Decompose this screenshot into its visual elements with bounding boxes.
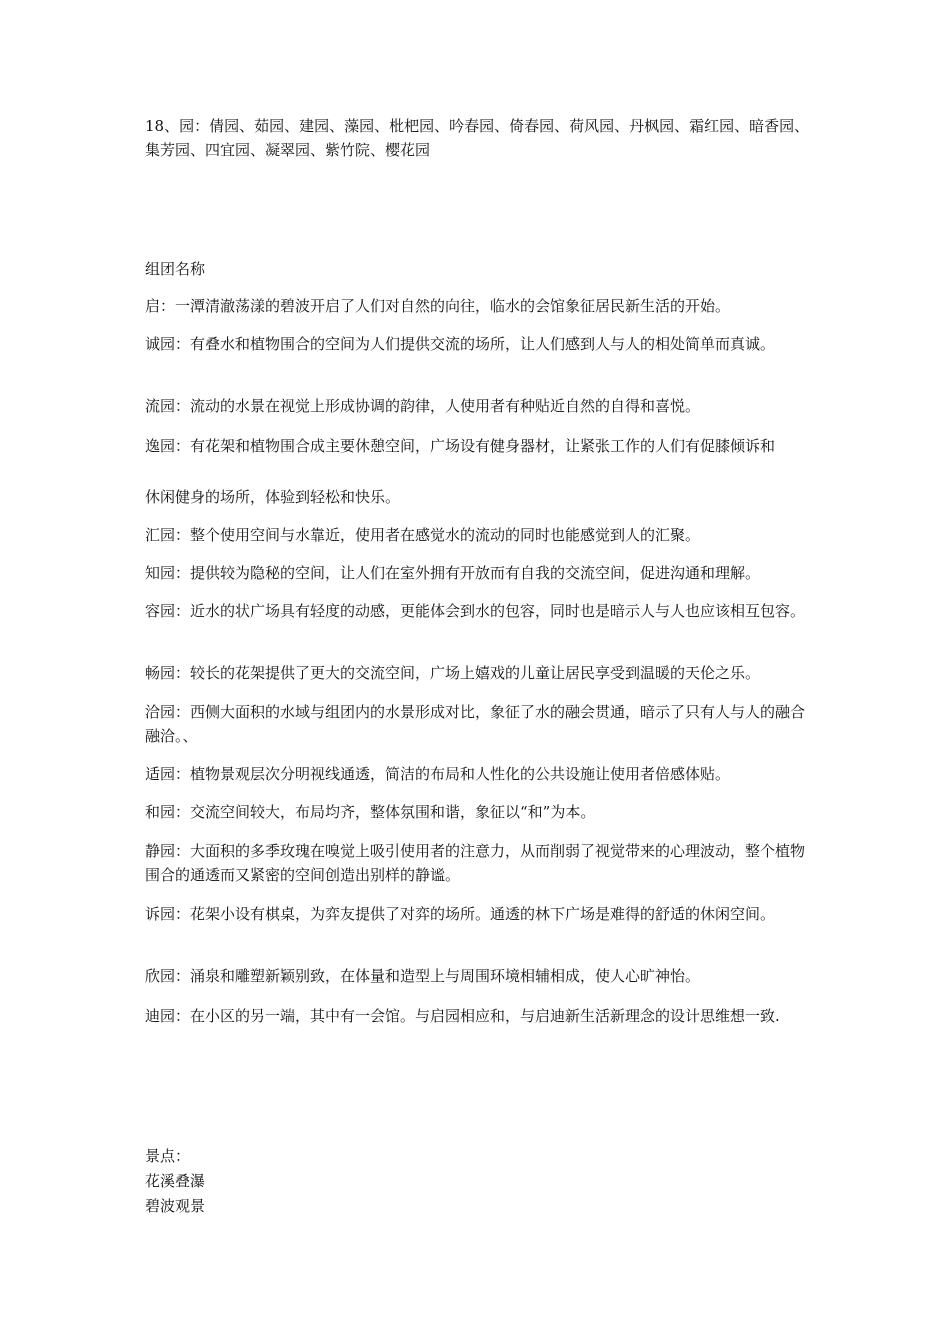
group-qia: 洽园：西侧大面积的水域与组团内的水景形成对比，象征了水的融会贯通，暗示了只有人与人的融合融洽。、 — [145, 703, 806, 745]
group-di: 迪园：在小区的另一端，其中有一会馆。与启园相应和，与启迪新生活新理念的设计思维想一致. — [145, 1007, 780, 1025]
group-cheng: 诚园：有叠水和植物围合的空间为人们提供交流的场所，让人们感到人与人的相处简单而真诚。 — [145, 335, 776, 353]
scenic-spot-item: 花溪叠瀑 — [145, 1172, 206, 1190]
group-jing: 静园：大面积的多季玫瑰在嗅觉上吸引使用者的注意力，从而削弱了视觉带来的心理波动，整个植物围合的通透而又紧密的空间创造出别样的静谧。 — [145, 842, 806, 884]
item-18-gardens: 18、园：倩园、茹园、建园、藻园、枇杷园、吟春园、倚春园、荷风园、丹枫园、霜红园、暗香园、集芳园、四宜园、凝翠园、紫竹院、樱花园 — [145, 117, 810, 159]
group-chang: 畅园：较长的花架提供了更大的交流空间，广场上嬉戏的儿童让居民享受到温暖的天伦之乐。 — [145, 664, 761, 682]
group-shi: 适园：植物景观层次分明视线通透，简洁的布局和人性化的公共设施让使用者倍感体贴。 — [145, 765, 731, 783]
group-zhi: 知园：提供较为隐秘的空间，让人们在室外拥有开放而有自我的交流空间，促进沟通和理解。 — [145, 564, 761, 582]
scenic-spots-heading: 景点： — [145, 1147, 191, 1165]
group-su: 诉园：花架小设有棋桌，为弈友提供了对弈的场所。通透的林下广场是难得的舒适的休闲空间。 — [145, 905, 776, 923]
group-xin: 欣园：涌泉和雕塑新颖别致，在体量和造型上与周围环境相辅相成，使人心旷神怡。 — [145, 967, 701, 985]
group-yi-continued: 休闲健身的场所，体验到轻松和快乐。 — [145, 488, 401, 506]
group-yi: 逸园：有花架和植物围合成主要休憩空间，广场设有健身器材，让紧张工作的人们有促膝倾诉和 — [145, 437, 776, 455]
group-liu: 流园：流动的水景在视觉上形成协调的韵律，人使用者有种贴近自然的自得和喜悦。 — [145, 397, 701, 415]
group-hui: 汇园：整个使用空间与水靠近，使用者在感觉水的流动的同时也能感觉到人的汇聚。 — [145, 526, 701, 544]
group-names-heading: 组团名称 — [145, 260, 206, 278]
scenic-spot-item: 碧波观景 — [145, 1197, 206, 1215]
group-rong: 容园：近水的状广场具有轻度的动感，更能体会到水的包容，同时也是暗示人与人也应该相互包容。 — [145, 602, 806, 620]
group-qi: 启：一潭清澈荡漾的碧波开启了人们对自然的向往，临水的会馆象征居民新生活的开始。 — [145, 297, 731, 315]
group-he: 和园：交流空间较大，布局均齐，整体氛围和谐，象征以“和”为本。 — [145, 803, 596, 821]
